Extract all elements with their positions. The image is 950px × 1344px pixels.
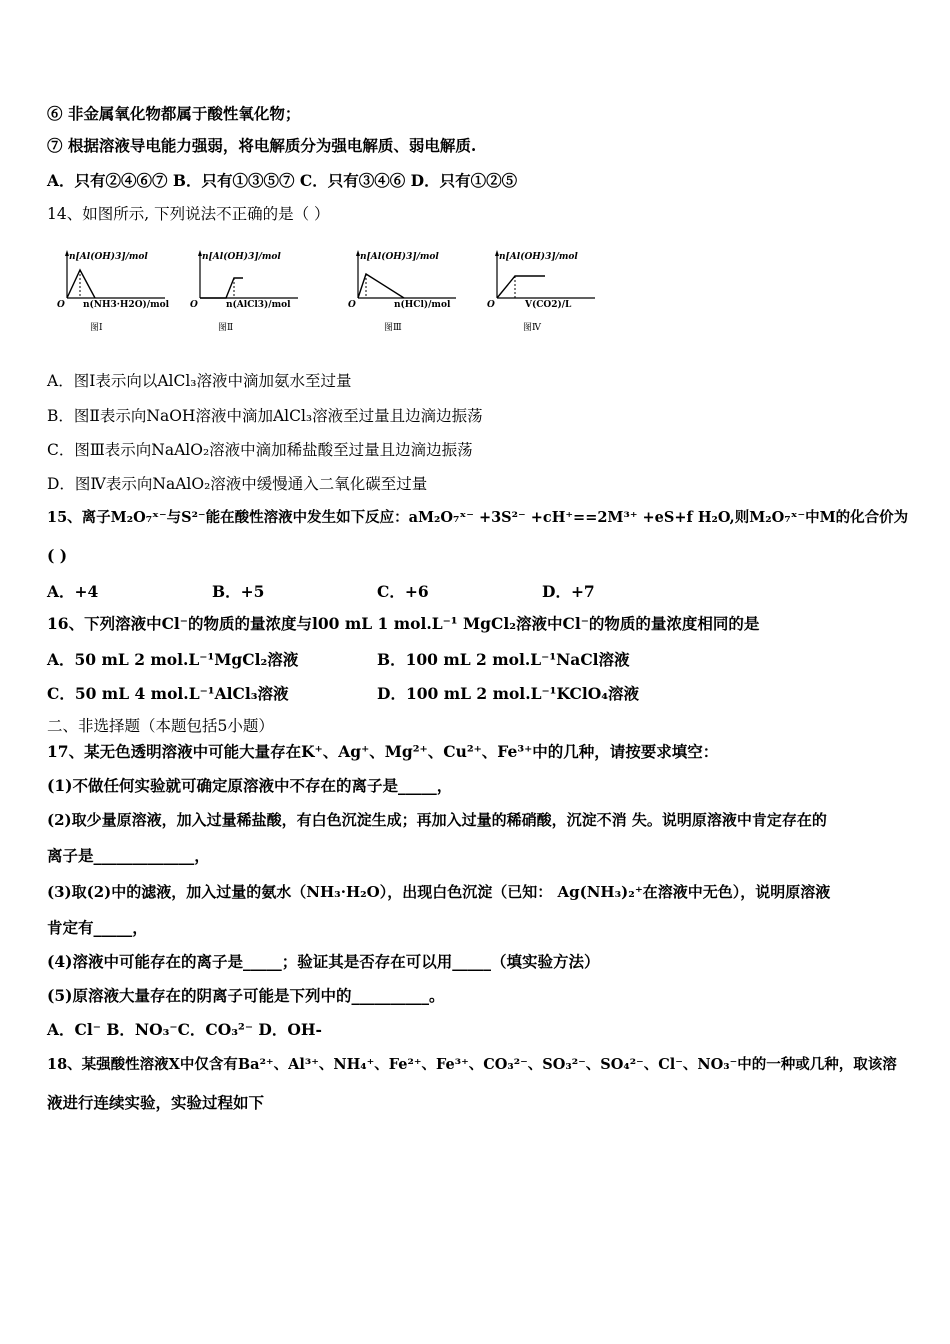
q17-part-3b: 肯定有_____， [47,918,148,937]
q15-paren: ( ) [47,546,68,565]
q17-part-4: (4)溶液中可能存在的离子是_____；验证其是否存在可以用_____（填实验方法） [47,952,600,971]
q14-figure-4 [485,248,610,342]
fig1-xlabel: n(NH3·H2O)/mol [83,300,170,310]
fig4-xlabel: V(CO2)/L [525,300,572,310]
q17-part-5: (5)原溶液大量存在的阴离子可能是下列中的__________。 [47,986,445,1005]
fig3-xlabel: n(HCl)/mol [394,300,451,310]
q16-option-a: A．50 mL 2 mol.L⁻¹MgCl₂溶液 [47,650,299,669]
section-2-heading: 二、非选择题（本题包括5小题） [47,717,274,735]
fig3-origin: O [348,300,356,310]
q15-stem: 15、离子M₂O₇ˣ⁻与S²⁻能在酸性溶液中发生如下反应：aM₂O₇ˣ⁻ +3S²⁻ +cH⁺==2M³⁺ +eS+f H₂O,则M₂O₇ˣ⁻中M的化合价为 [47,509,909,526]
q17-part-1: (1)不做任何实验就可确定原溶液中不存在的离子是_____， [47,776,453,795]
q14-option-b: B．图Ⅱ表示向NaOH溶液中滴加AlCl₃溶液至过量且边滴边振荡 [47,407,483,425]
q17-part-2b: 离子是_____________， [47,846,210,865]
q16-stem: 16、下列溶液中Cl⁻的物质的量浓度与l00 mL 1 mol.L⁻¹ MgCl₂溶液中Cl⁻的物质的量浓度相同的是 [47,614,760,633]
q18-stem-b: 液进行连续实验，实验过程如下 [47,1093,265,1112]
fig1-origin: O [57,300,65,310]
fig2-ylabel: n[Al(OH)3]/mol [202,252,281,262]
fig2-caption: 图Ⅱ [218,323,234,333]
fig1-caption: 图Ⅰ [90,323,103,333]
q14-stem: 14、如图所示, 下列说法不正确的是（ ） [47,205,330,223]
q17-options: A．Cl⁻ B．NO₃⁻C．CO₃²⁻ D．OH- [47,1020,322,1039]
q15-option-b: B．+5 [212,582,265,601]
q14-option-a: A．图Ⅰ表示向以AlCl₃溶液中滴加氨水至过量 [47,372,352,390]
fig1-ylabel: n[Al(OH)3]/mol [69,252,148,262]
fig3-ylabel: n[Al(OH)3]/mol [360,252,439,262]
q17-part-2a: (2)取少量原溶液，加入过量稀盐酸，有白色沉淀生成；再加入过量的稀硝酸，沉淀不消 失。说明原溶液中肯定存在的 [47,811,827,829]
fig3-caption: 图Ⅲ [384,323,402,333]
q17-stem: 17、某无色透明溶液中可能大量存在K⁺、Ag⁺、Mg²⁺、Cu²⁺、Fe³⁺中的几种，请按要求填空： [47,742,719,761]
fig2-origin: O [190,300,198,310]
fig2-xlabel: n(AlCl3)/mol [226,300,291,310]
fig4-ylabel: n[Al(OH)3]/mol [499,252,578,262]
fig4-origin: O [487,300,495,310]
q14-option-c: C．图Ⅲ表示向NaAlO₂溶液中滴加稀盐酸至过量且边滴边振荡 [47,441,473,459]
q14-option-d: D．图Ⅳ表示向NaAlO₂溶液中缓慢通入二氧化碳至过量 [47,475,428,493]
q16-option-c: C．50 mL 4 mol.L⁻¹AlCl₃溶液 [47,684,289,703]
item-6: ⑥ 非金属氧化物都属于酸性氧化物； [47,104,301,123]
q18-stem-a: 18、某强酸性溶液X中仅含有Ba²⁺、Al³⁺、NH₄⁺、Fe²⁺、Fe³⁺、CO₃²⁻、SO₃²⁻、SO₄²⁻、Cl⁻、NO₃⁻中的一种或几种，取该溶 [47,1056,897,1073]
q16-option-b: B．100 mL 2 mol.L⁻¹NaCl溶液 [377,650,630,669]
q16-option-d: D．100 mL 2 mol.L⁻¹KClO₄溶液 [377,684,640,703]
q15-option-d: D．+7 [542,582,595,601]
q14-figure-2 [188,248,313,342]
q14-figure-1 [55,248,180,342]
q14-figure-3 [346,248,471,342]
q15-option-a: A．+4 [47,582,99,601]
q13-options: A．只有②④⑥⑦ B．只有①③⑤⑦ C．只有③④⑥ D．只有①②⑤ [47,171,518,190]
item-7: ⑦ 根据溶液导电能力强弱，将电解质分为强电解质、弱电解质. [47,136,477,155]
q15-option-c: C．+6 [377,582,429,601]
q17-part-3a: (3)取(2)中的滤液，加入过量的氨水（NH₃·H₂O），出现白色沉淀（已知： Ag(NH₃)₂⁺在溶液中无色），说明原溶液 [47,883,831,901]
fig4-caption: 图Ⅳ [523,323,541,333]
